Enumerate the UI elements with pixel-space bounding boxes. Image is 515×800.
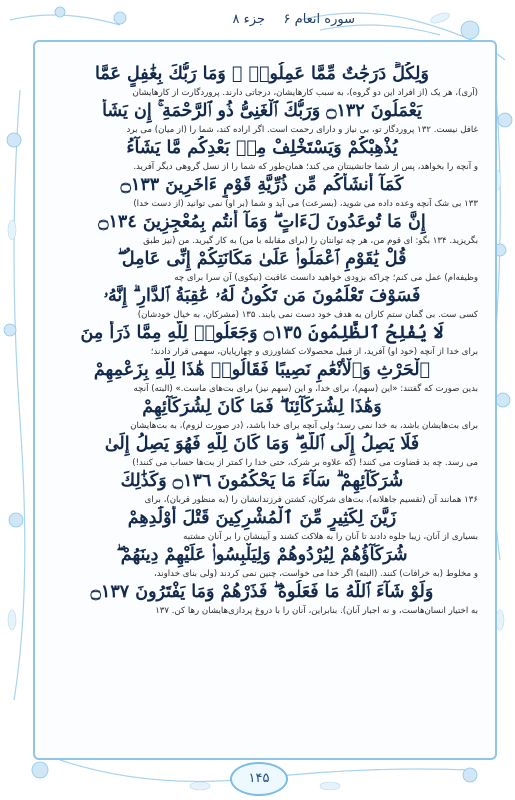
translation-line: و مخلوط (به خرافات) کنند. (البته) اگر خدا می خواست، چنین نمی کردند (ولی بنای خداوند،	[153, 569, 478, 579]
verse-line: يُذْهِبْكُمْ وَيَسْتَخْلِفْ مِنۢ بَعْدِكُم مَّا يَشَآءُ	[126, 138, 398, 158]
verse-line: شُرَكَآؤُهُمْ لِيُرْدُوهُمْ وَلِيَلْبِسُوا۟ عَلَيْهِمْ دِينَهُمْ ۖ	[116, 545, 408, 565]
verse-line: كَمَآ أَنشَأَكُم مِّن ذُرِّيَّةِ قَوْمٍ ءَاخَرِينَ ۝١٣٣	[120, 175, 404, 195]
translation-line: کسی ست. بی گمان ستم کاران به هدف خود دست نمی یابند. ۱۳۵ (مشرکان، به خیال خودشان)	[137, 310, 478, 320]
verse-line: قُلْ يَٰقَوْمِ ٱعْمَلُوا۟ عَلَىٰ مَكَانَتِكُمْ إِنِّى عَامِلٌ ۖ	[117, 249, 407, 269]
verse-line: شُرَكَآئِهِمْ ۗ سَآءَ مَا يَحْكُمُونَ ۝١٣٦ وَكَذَٰلِكَ	[120, 471, 404, 491]
verse-line: وَلَوْ شَآءَ ٱللَّهُ مَا فَعَلُوهُ ۖ فَذَرْهُمْ وَمَا يَفْتَرُونَ ۝١٣٧	[90, 582, 434, 602]
verse-line: زَيَّنَ لِكَثِيرٍ مِّنَ ٱلْمُشْرِكِينَ قَتْلَ أَوْلَٰدِهِمْ	[127, 508, 397, 528]
translation-line: بسیاری از آنان، زیبا جلوه دادند تا آنان را به هلاکت کشند و آیینشان را بر آنان مشتبه	[183, 532, 478, 542]
verse-line: يَعْمَلُونَ ۝١٣٢ وَرَبُّكَ ٱلْغَنِىُّ ذُو ٱلرَّحْمَةِ ۚ إِن يَشَأْ	[102, 101, 422, 121]
translation-line: ۱۳۶ همانند آن (تقسیم جاهلانه)، بت‌های شرکان، کشتن فرزندانشان را (به منظور قربان)، برای	[144, 495, 478, 505]
translation-line: ۱۳۳ بی شک آنچه وعده داده می شوید، (بسرعت) می آید و شما (بر او) نمی توانید (از دست خدا)	[133, 199, 478, 209]
verse-line: ٱلْحَرْثِ وَٱلْأَنْعَٰمِ نَصِيبًا فَقَالُوا۟ هَٰذَا لِلَّهِ بِزَعْمِهِمْ	[93, 360, 431, 380]
translation-line: (آری)، هر یک (از افراد این دو گروه)، به سبب کارهایشان، درجاتی دارند. پروردگارت از کارهایشان	[132, 88, 478, 98]
surah-label: سوره انعام ۶	[283, 12, 355, 27]
verse-line: إِنَّ مَا تُوعَدُونَ لَءَاتٍ ۖ وَمَآ أَنتُم بِمُعْجِزِينَ ۝١٣٤	[98, 212, 426, 232]
verse-line: فَلَا يَصِلُ إِلَى ٱللَّهِ ۖ وَمَا كَانَ لِلَّهِ فَهُوَ يَصِلُ إِلَىٰ	[104, 434, 420, 454]
translation-line: بگریزید. ۱۳۴ بگو: ای قوم من، هر چه توانتان را (برای مقابله با من) به کار گیرید. من (نیز طبق	[143, 236, 478, 246]
verse-line: فَسَوْفَ تَعْلَمُونَ مَن تَكُونُ لَهُۥ عَٰقِبَةُ ٱلدَّارِ ۗ إِنَّهُۥ	[103, 286, 421, 306]
page-header	[0, 8, 515, 34]
translation-line: بدین صورت که گفتند: «این (سهم)، برای خدا، و این (سهم نیز) برای بت‌های ماست.» (البته) آنچه	[133, 384, 478, 394]
translation-line: برای بت‌هایشان باشد، به خدا نمی رسد؛ ولی آنچه برای خدا باشد، (در صورت لزوم)، به بت‌هایشان	[130, 421, 478, 431]
translation-line: می رسد. چه بد قضاوت می کنند! (که علاوه بر شرک، حتی خدا را کمتر از بت‌ها حساب می کنند!)	[132, 458, 478, 468]
juz-label: جزء ۸	[232, 12, 265, 27]
translation-line: غافل نیست. ۱۳۲ پروردگار تو، بی نیاز و دارای رحمت است. اگر اراده کند، شما را (از میان) می برد	[126, 125, 478, 135]
translation-line: به اختیار انسان‌هاست، و نه اجبار آنان). بنابراین، آنان را با دروغ پردازی‌هایشان رها کن. ۱۳۷	[155, 606, 478, 616]
verse-line: لَا يُفْلِحُ ٱلظَّٰلِمُونَ ۝١٣٥ وَجَعَلُوا۟ لِلَّهِ مِمَّا ذَرَأَ مِنَ	[80, 323, 444, 343]
verse-line: وَلِكُلٍّ دَرَجَٰتٌ مِّمَّا عَمِلُوا۟ ۚ وَمَا رَبُّكَ بِغَٰفِلٍ عَمَّا	[95, 64, 429, 84]
translation-line: و آنچه را بخواهد، پس از شما جانشینتان می کند؛ همان‌طور که شما را از نسل گروهی دیگر آفرید.	[133, 162, 478, 172]
translation-line: وظیفه‌ام) عمل می کنم؛ چراکه بزودی خواهید دانست عاقبت (نیکوی) آن سرا برای چه	[174, 273, 478, 283]
verse-line: وَهَٰذَا لِشُرَكَآئِنَا ۖ فَمَا كَانَ لِشُرَكَآئِهِمْ	[142, 397, 382, 417]
page-number-badge: ۱۴۵	[230, 762, 288, 796]
verse-content	[46, 62, 478, 617]
translation-line: برای خدا از آنچه (خود او) آفرید، از قبیل محصولات کشاورزی و چهارپایان، سهمی قرار دادند؛	[150, 347, 478, 357]
